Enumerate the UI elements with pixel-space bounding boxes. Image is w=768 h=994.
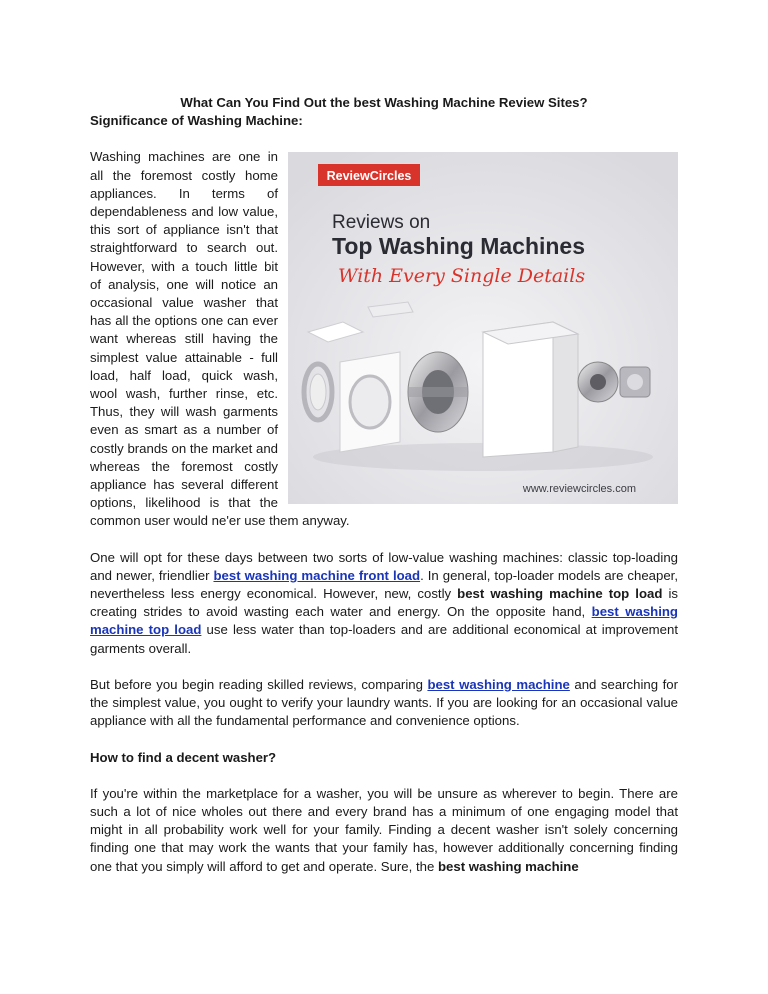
drum-icon	[408, 352, 468, 432]
text-run: is creating strides to avoid wasting each water and energy. On the opposite hand,	[90, 586, 679, 620]
document-body	[90, 94, 678, 894]
cabinet-icon	[483, 322, 578, 457]
paragraph-intro: Washing machines are one in all the foremost costly home appliances. In terms of dependableness and low value, this sort of appliance isn't that straightforward to search out. However, with a touch little bit of analysis, one will notice an occasional value washer that has all the options one can ever want whereas still having the simplest value attainable - full load, half load, quick wash, wool wash, further rinse, etc. Thus, they will wash garments even as smart as a number of costly brands on the market and whereas the foremost costly appliance has several different options, likelihood is that the common user would ne'er use them anyway.	[90, 149, 350, 529]
banner-line-reviews-on: Reviews on	[332, 212, 431, 234]
text-run: One will opt for these days between two sorts of low-value washing machines: classic top-loading and newer, friendlier	[90, 549, 678, 583]
text-run: If you're within the marketplace for a washer, you will be unsure as wherever to begin. There are such a lot of nice wholes out there and every brand has a minimum of one engaging model that might in all probability work well for your family. Finding a decent washer isn't solely concerning finding one that may work the wants that your family has, however additionally concerning finding one that you simply will afford to get and operate. Sure, the	[90, 785, 678, 874]
text-run: But before you begin reading skilled reviews, comparing	[90, 676, 428, 692]
link-best-washing-machine-front-load[interactable]: best washing machine front load	[213, 567, 421, 583]
text-run: use less water than top-loaders and are additional economical at improvement garments overall.	[90, 622, 678, 656]
link-best-washing-machine-top-load[interactable]: best washing machine top load	[90, 604, 678, 638]
banner-line-every-detail: With Every Single Details	[338, 265, 586, 288]
brand-logo-text: ReviewCircles	[326, 169, 412, 184]
link-best-washing-machine[interactable]: best washing machine	[427, 676, 570, 692]
bold-best-washing-machine-top-load: best washing machine top load	[457, 586, 663, 602]
section-heading-how-to-find: How to find a decent washer?	[90, 749, 277, 765]
front-panel-icon	[340, 352, 400, 452]
review-circles-banner-image	[288, 152, 678, 504]
paragraph-machine-types	[90, 549, 678, 658]
paragraph-marketplace	[90, 785, 678, 876]
section-heading-significance: Significance of Washing Machine:	[90, 113, 303, 129]
banner-website-url: www.reviewcircles.com	[522, 483, 636, 496]
bold-best-washing-machine: best washing machine	[437, 858, 579, 874]
document-title: What Can You Find Out the best Washing Machine Review Sites?	[180, 95, 588, 110]
banner-line-top-washing-machines: Top Washing Machines	[332, 233, 586, 260]
text-run: . In general, top-loader models are cheaper, nevertheless less energy economical. However, new, costly	[90, 567, 679, 602]
paragraph-before-reviews	[90, 676, 678, 731]
text-run: and searching for the simplest value, you ought to verify your laundry wants. If you are looking for an occasional value appliance with all the fundamental performance and convenience options.	[90, 676, 678, 729]
